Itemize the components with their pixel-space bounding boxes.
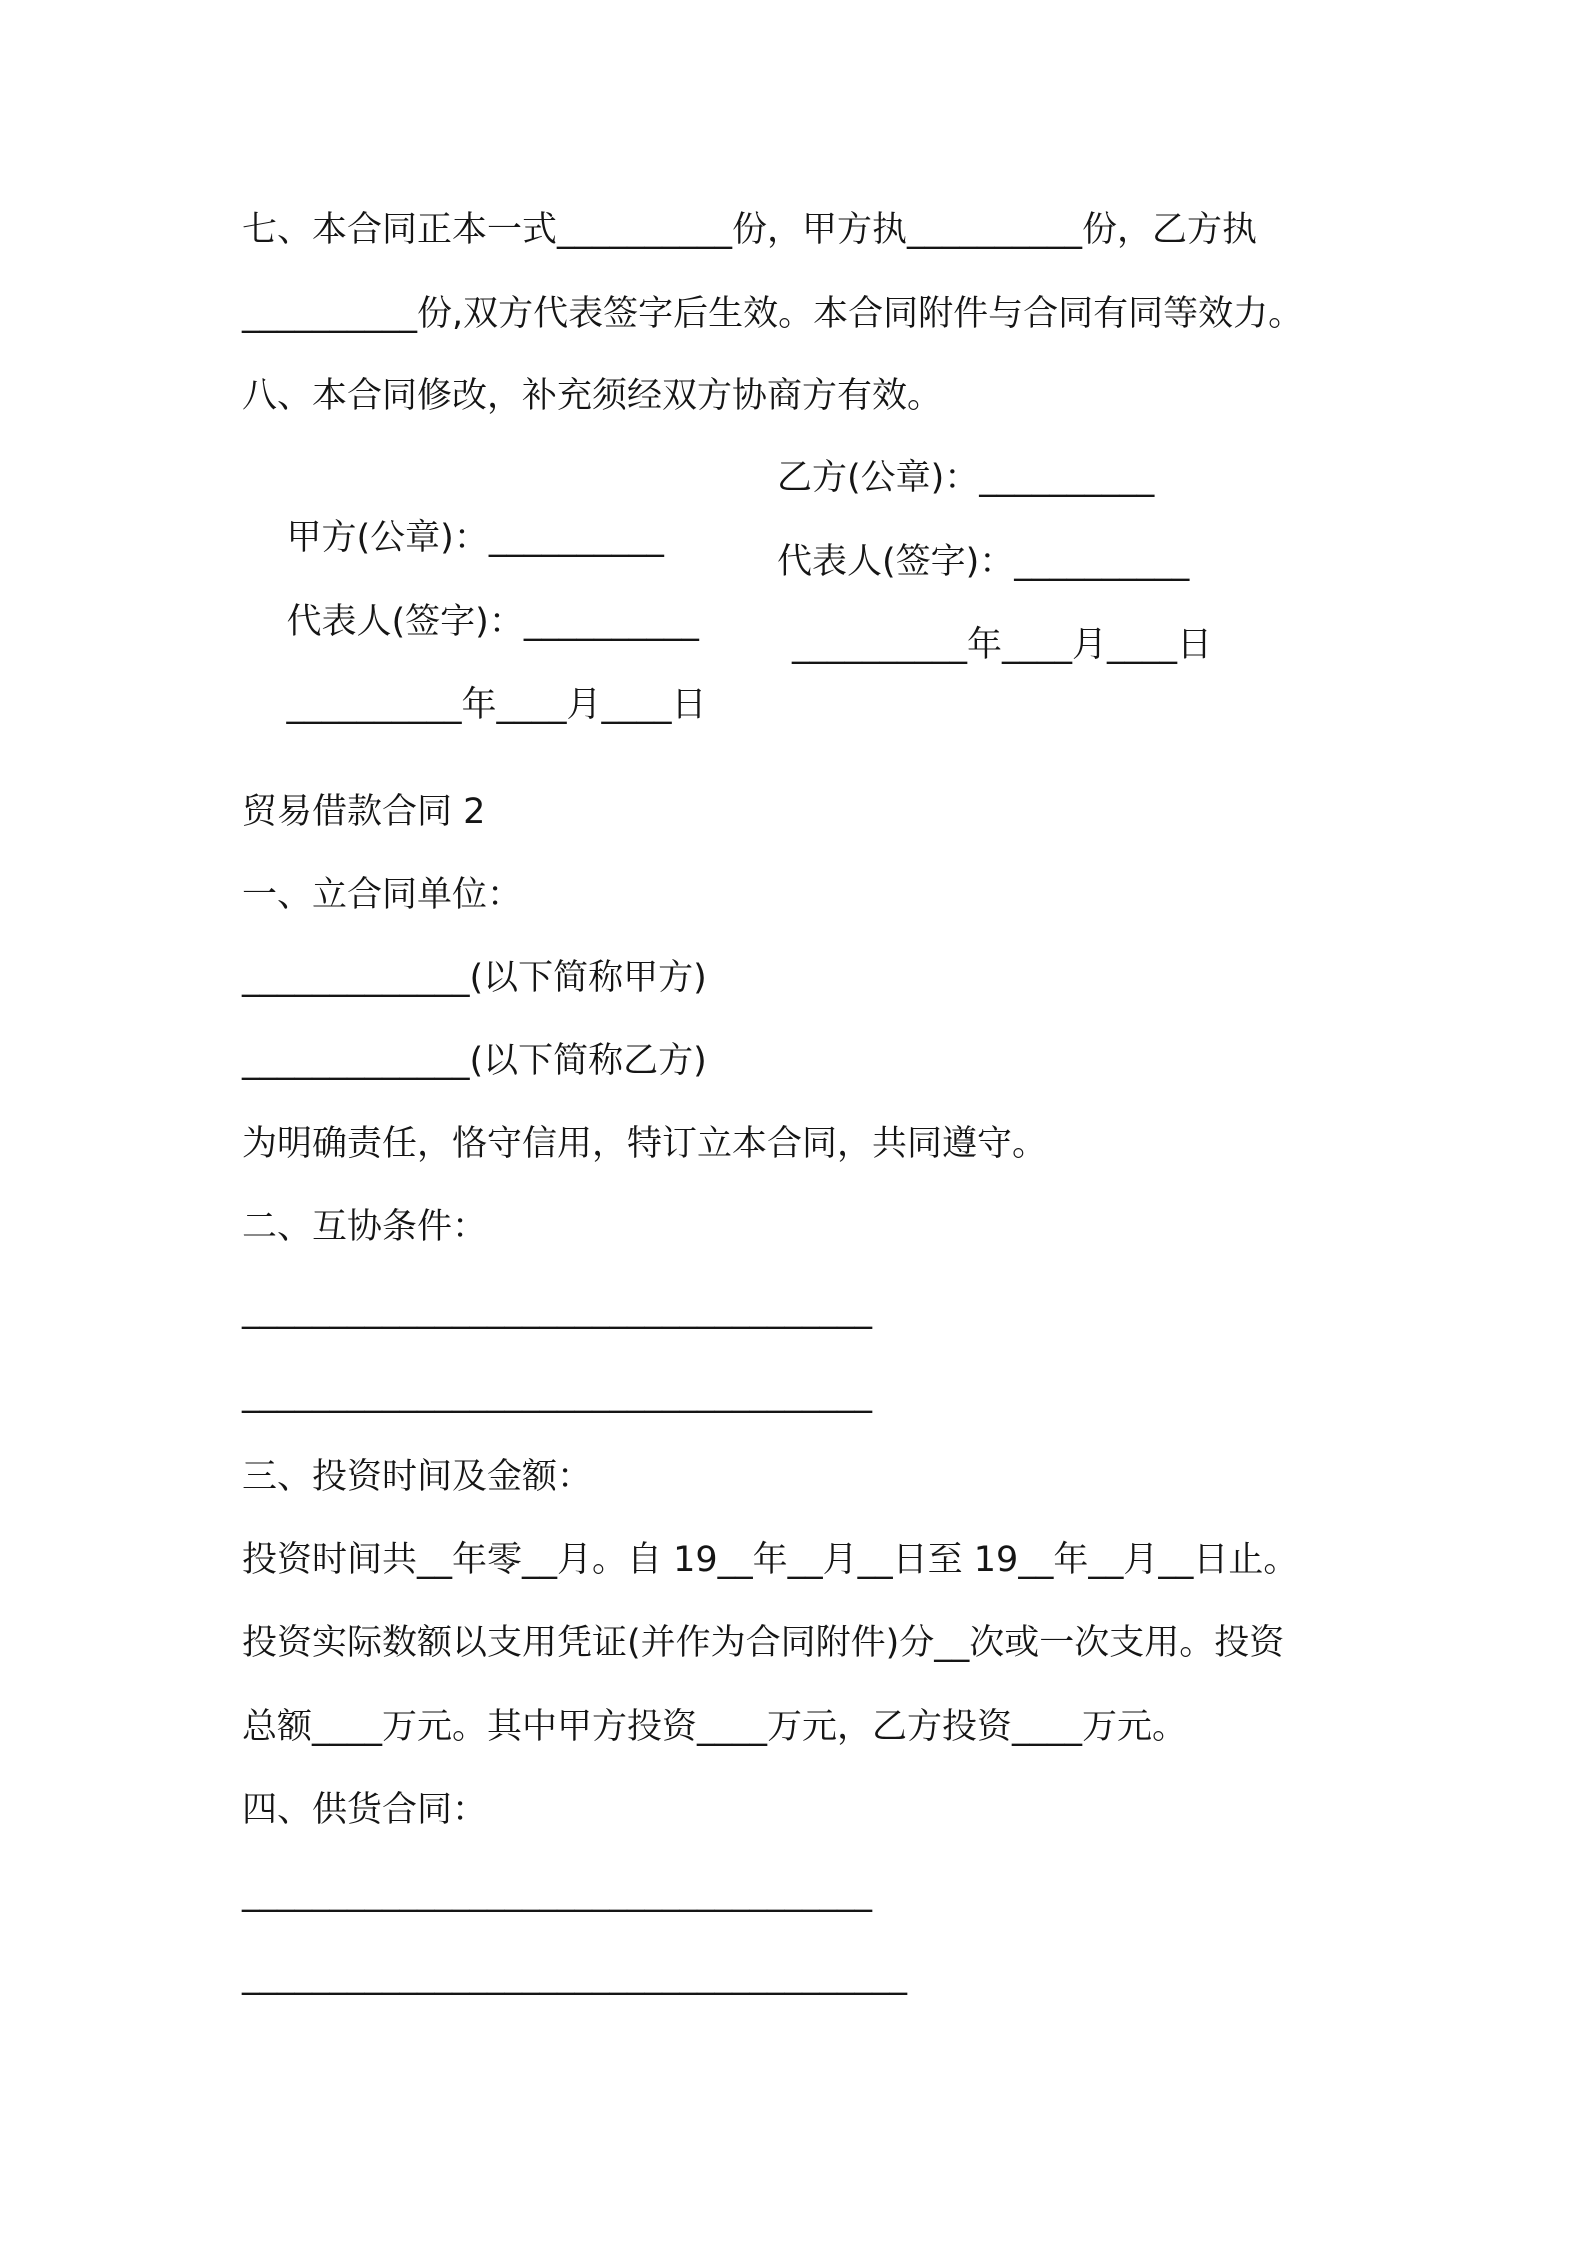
signature-row-rep	[242, 532, 1342, 642]
section-3-line-3: 总额____万元。其中甲方投资____万元，乙方投资____万元。	[242, 1707, 1188, 1747]
party-b-date-field: __________年____月____日	[792, 625, 1213, 665]
party-b-seal-field: 乙方(公章)：__________	[777, 458, 1155, 498]
section-3-heading: 三、投资时间及金额：	[242, 1457, 593, 1497]
section-1-heading: 一、立合同单位：	[242, 875, 523, 915]
clause-8: 八、本合同修改，补充须经双方协商方有效。	[242, 376, 943, 416]
party-a-rep-field: 代表人(签字)：__________	[286, 602, 699, 642]
section-2-blank-line-2: ____________________________________	[242, 1374, 872, 1414]
section-4-blank-line-2: ______________________________________	[242, 1956, 907, 1996]
section-2-blank-line-1: ____________________________________	[242, 1290, 872, 1330]
clause-7-line-1: 七、本合同正本一式__________份，甲方执__________份，乙方执	[242, 210, 1258, 250]
party-a-name-blank: _____________(以下简称甲方)	[242, 958, 707, 998]
party-b-rep-field: 代表人(签字)：__________	[777, 542, 1190, 582]
preamble: 为明确责任，恪守信用，特订立本合同，共同遵守。	[242, 1124, 1048, 1164]
signature-row-date	[242, 615, 1342, 725]
signature-row-seal	[242, 448, 1342, 558]
contract-2-title: 贸易借款合同 2	[242, 792, 486, 832]
section-4-heading: 四、供货合同：	[242, 1790, 488, 1830]
party-a-seal-field: 甲方(公章)：__________	[286, 518, 664, 558]
party-b-name-blank: _____________(以下简称乙方)	[242, 1041, 707, 1081]
section-3-line-2: 投资实际数额以支用凭证(并作为合同附件)分__次或一次支用。投资	[242, 1623, 1285, 1663]
section-2-heading: 二、互协条件：	[242, 1207, 488, 1247]
section-3-line-1: 投资时间共__年零__月。自 19__年__月__日至 19__年__月__日止。	[242, 1540, 1299, 1580]
section-4-blank-line-1: ____________________________________	[242, 1873, 872, 1913]
clause-7-line-2: __________份,双方代表签字后生效。本合同附件与合同有同等效力。	[242, 294, 1304, 334]
party-a-date-field: __________年____月____日	[286, 685, 707, 725]
